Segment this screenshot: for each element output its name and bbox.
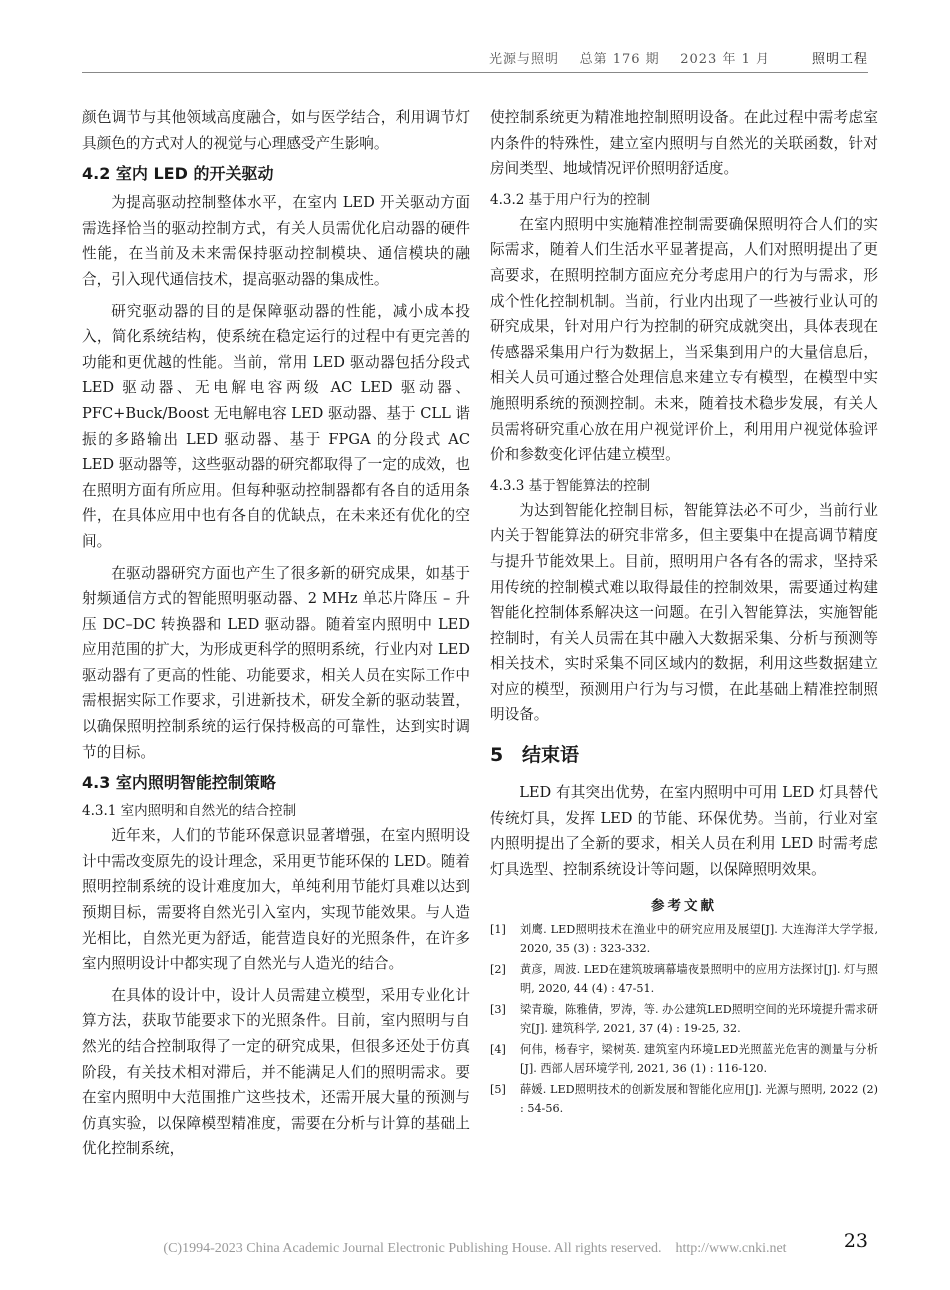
paragraph: 在驱动器研究方面也产生了很多新的研究成果，如基于射频通信方式的智能照明驱动器、2 MHz 单芯片降压 – 升压 DC–DC 转换器和 LED 驱动器。随着室内照明中 LED 应用范围的扩大，为形成更科学的照明系统，行业内对 LED 驱动器有了更高的性能、功能要求，相关人员在实际工作中需根据实际工作要求，引进新技术，研发全新的驱动装置，以确保照明控制系统的运行保持极高的可靠性，达到实时调节的目标。 <box>82 564 470 761</box>
reference-text: 刘鹰. LED照明技术在渔业中的研究应用及展望[J]. 大连海洋大学学报, 2020, 35 (3) : 323-332. <box>520 923 878 956</box>
subsection-heading-4-3-1: 4.3.1 室内照明和自然光的结合控制 <box>82 803 297 820</box>
issue-date: 2023 年 1 月 <box>680 52 770 67</box>
subsection-heading-4-3-3: 4.3.3 基于智能算法的控制 <box>490 477 651 494</box>
subsection-heading-4-3-2: 4.3.2 基于用户行为的控制 <box>490 191 651 208</box>
copyright-watermark: (C)1994-2023 China Academic Journal Electronic Publishing House. All rights reserved. http://www.cnki.net <box>163 1241 787 1256</box>
issue-number: 总第 176 期 <box>579 52 660 67</box>
reference-text: 薛媛. LED照明技术的创新发展和智能化应用[J]. 光源与照明, 2022 (2) : 54-56. <box>520 1083 878 1116</box>
reference-number: [1] <box>490 923 506 937</box>
journal-name: 光源与照明 <box>489 52 560 67</box>
running-head <box>489 48 770 67</box>
paragraph: 在具体的设计中，设计人员需建立模型，采用专业化计算方法，获取节能要求下的光照条件。目前，室内照明与自然光的结合控制取得了一定的研究成果，但很多还处于仿真阶段，有关技术相对滞后，并不能满足人们的照明需求。要在室内照明中大范围推广这些技术，还需开展大量的预测与仿真实验，以保障模型精准度，需要在分析与计算的基础上优化控制系统， <box>82 986 470 1158</box>
paragraph: LED 有其突出优势，在室内照明中可用 LED 灯具替代传统灯具，发挥 LED 的节能、环保优势。当前，行业对室内照明提出了全新的要求，相关人员在利用 LED 时需考虑灯具选型、控制系统设计等问题，以保障照明效果。 <box>490 784 878 878</box>
reference-number: [3] <box>490 1003 506 1017</box>
reference-text: 何伟，杨春宇，梁树英. 建筑室内环境LED光照蓝光危害的测量与分析[J]. 西部人居环境学刊, 2021, 36 (1) : 116-120. <box>520 1043 878 1076</box>
left-column <box>82 105 470 1162</box>
section-heading-4-3: 4.3 室内照明智能控制策略 <box>82 773 276 793</box>
reference-text: 梁青璇，陈雅倩，罗涛，等. 办公建筑LED照明空间的光环境提升需求研究[J]. 建筑科学, 2021, 37 (4) : 19-25, 32. <box>520 1003 878 1036</box>
section-heading-4-2: 4.2 室内 LED 的开关驱动 <box>82 164 274 184</box>
paragraph-continued: 使控制系统更为精准地控制照明设备。在此过程中需考虑室内条件的特殊性，建立室内照明与自然光的关联函数，针对房间类型、地域情况评价照明舒适度。 <box>490 109 878 178</box>
section-heading-5 <box>490 742 878 768</box>
section-name: 照明工程 <box>811 52 868 67</box>
paragraph-continued: 颜色调节与其他领域高度融合，如与医学结合，利用调节灯具颜色的方式对人的视觉与心理感受产生影响。 <box>82 109 470 152</box>
reference-item <box>490 1080 878 1118</box>
references-title: 参考文献 <box>651 898 717 915</box>
page-header <box>0 0 950 80</box>
right-column <box>490 105 878 1120</box>
reference-number: [2] <box>490 963 506 977</box>
reference-number: [5] <box>490 1083 506 1097</box>
paragraph: 研究驱动器的目的是保障驱动器的性能，减小成本投入，简化系统结构，使系统在稳定运行的过程中有更完善的功能和更优越的性能。当前，常用 LED 驱动器包括分段式 LED 驱动器、无电解电容两级 AC LED 驱动器、PFC+Buck/Boost 无电解电容 LED 驱动器、基于 CLL 谐振的多路输出 LED 驱动器、基于 FPGA 的分段式 AC LED 驱动器等，这些驱动器的研究都取得了一定的成效，也在照明方面有所应用。但每种驱动控制器都有各自的适用条件，在具体应用中也有各自的优缺点，在未来还有优化的空间。 <box>82 302 470 550</box>
paragraph: 为提高驱动控制整体水平，在室内 LED 开关驱动方面需选择恰当的驱动控制方式，有关人员需优化启动器的硬件性能，在当前及未来需保持驱动控制模块、通信模块的融合，引入现代通信技术，提高驱动器的集成性。 <box>82 194 470 288</box>
paragraph: 近年来，人们的节能环保意识显著增强，在室内照明设计中需改变原先的设计理念，采用更节能环保的 LED。随着照明控制系统的设计难度加大，单纯利用节能灯具难以达到预期目标，需要将自然光引入室内，实现节能效果。与人造光相比，自然光更为舒适，能营造良好的光照条件，在许多室内照明设计中都实现了自然光与人造光的结合。 <box>82 827 470 973</box>
reference-item <box>490 920 878 958</box>
section-title: 结束语 <box>522 744 580 767</box>
reference-item <box>490 960 878 998</box>
paragraph: 在室内照明中实施精准控制需要确保照明符合人们的实际需求，随着人们生活水平显著提高，人们对照明提出了更高要求，在照明控制方面应充分考虑用户的行为与需求，形成个性化控制机制。当前，行业内出现了一些被行业认可的研究成果，针对用户行为控制的研究成就突出，具体表现在传感器采集用户行为数据上，当采集到用户的大量信息后，相关人员可通过整合处理信息来建立专有模型，在模型中实施照明系统的预测控制。未来，随着技术稳步发展，有关人员需将研究重心放在用户视觉评价上，利用用户视觉体验评价和参数变化评估建立模型。 <box>490 215 878 464</box>
reference-text: 黄彦，周波. LED在建筑玻璃幕墙夜景照明中的应用方法探讨[J]. 灯与照明, 2020, 44 (4) : 47-51. <box>520 963 878 996</box>
paragraph: 为达到智能化控制目标，智能算法必不可少，当前行业内关于智能算法的研究非常多，但主要集中在提高调节精度与提升节能效果上。目前，照明用户各有各的需求，坚持采用传统的控制模式难以取得最佳的控制效果，需要通过构建智能化控制体系解决这一问题。在引入智能算法，实施智能控制时，有关人员需在其中融入大数据采集、分析与预测等相关技术，实时采集不同区域内的数据，利用这些数据建立对应的模型，预测用户行为与习惯，在此基础上精准控制照明设备。 <box>490 501 878 724</box>
header-divider <box>82 72 868 73</box>
page-number: 23 <box>843 1230 868 1252</box>
reference-item <box>490 1000 878 1038</box>
reference-item <box>490 1040 878 1078</box>
section-number: 5 <box>490 744 504 767</box>
references-list <box>490 920 878 1118</box>
reference-number: [4] <box>490 1043 506 1057</box>
